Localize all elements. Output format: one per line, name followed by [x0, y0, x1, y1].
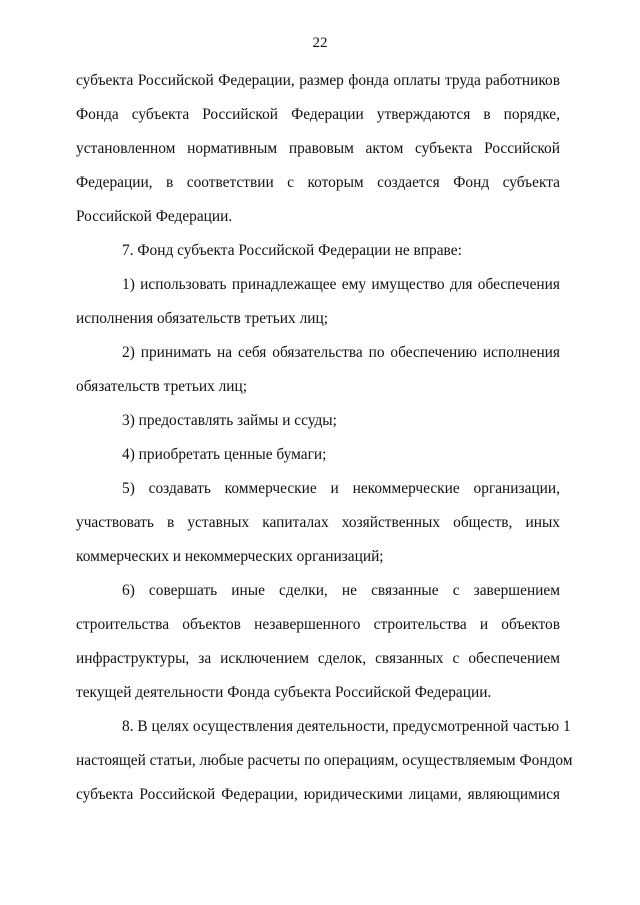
- text-line: настоящей статьи, любые расчеты по операциям, осуществляемым Фондом: [76, 752, 573, 769]
- text-line: 7. Фонд субъекта Российской Федерации не вправе:: [122, 242, 462, 259]
- text-line: обязательств третьих лиц;: [76, 378, 248, 395]
- text-line: инфраструктуры, за исключением сделок, связанных с обеспечением: [76, 650, 560, 667]
- text-line: субъекта Российской Федерации, юридическими лицами, являющимися: [76, 786, 560, 803]
- text-line: 6) совершать иные сделки, не связанные с завершением: [122, 582, 560, 599]
- paragraph: [76, 336, 560, 404]
- text-line: строительства объектов незавершенного строительства и объектов: [76, 616, 560, 633]
- text-line: исполнения обязательств третьих лиц;: [76, 310, 328, 327]
- text-line: 4) приобретать ценные бумаги;: [122, 446, 327, 463]
- paragraph: [76, 574, 560, 710]
- text-line: 8. В целях осуществления деятельности, предусмотренной частью 1: [122, 718, 571, 735]
- text-line: 2) принимать на себя обязательства по обеспечению исполнения: [122, 344, 560, 361]
- document-body: [76, 64, 573, 812]
- text-line: участвовать в уставных капиталах хозяйственных обществ, иных: [76, 514, 560, 531]
- text-line: Российской Федерации.: [76, 208, 233, 225]
- paragraph: [76, 472, 560, 574]
- text-line: 5) создавать коммерческие и некоммерческие организации,: [122, 480, 560, 497]
- text-line: коммерческих и некоммерческих организаций;: [76, 548, 384, 565]
- paragraph: [76, 64, 560, 234]
- paragraph: [76, 268, 560, 336]
- page-number: 22: [312, 35, 328, 51]
- text-line: 1) использовать принадлежащее ему имущество для обеспечения: [122, 276, 560, 293]
- text-line: Федерации, в соответствии с которым создается Фонд субъекта: [76, 174, 560, 191]
- text-line: установленном нормативным правовым актом субъекта Российской: [76, 140, 560, 157]
- text-line: Фонда субъекта Российской Федерации утверждаются в порядке,: [76, 106, 560, 123]
- paragraph: [76, 404, 560, 438]
- text-line: субъекта Российской Федерации, размер фонда оплаты труда работников: [76, 72, 560, 89]
- paragraph: [76, 710, 573, 812]
- paragraph: [76, 438, 560, 472]
- paragraph: [76, 234, 560, 268]
- text-line: текущей деятельности Фонда субъекта Российской Федерации.: [76, 684, 492, 701]
- text-line: 3) предоставлять займы и ссуды;: [122, 412, 337, 429]
